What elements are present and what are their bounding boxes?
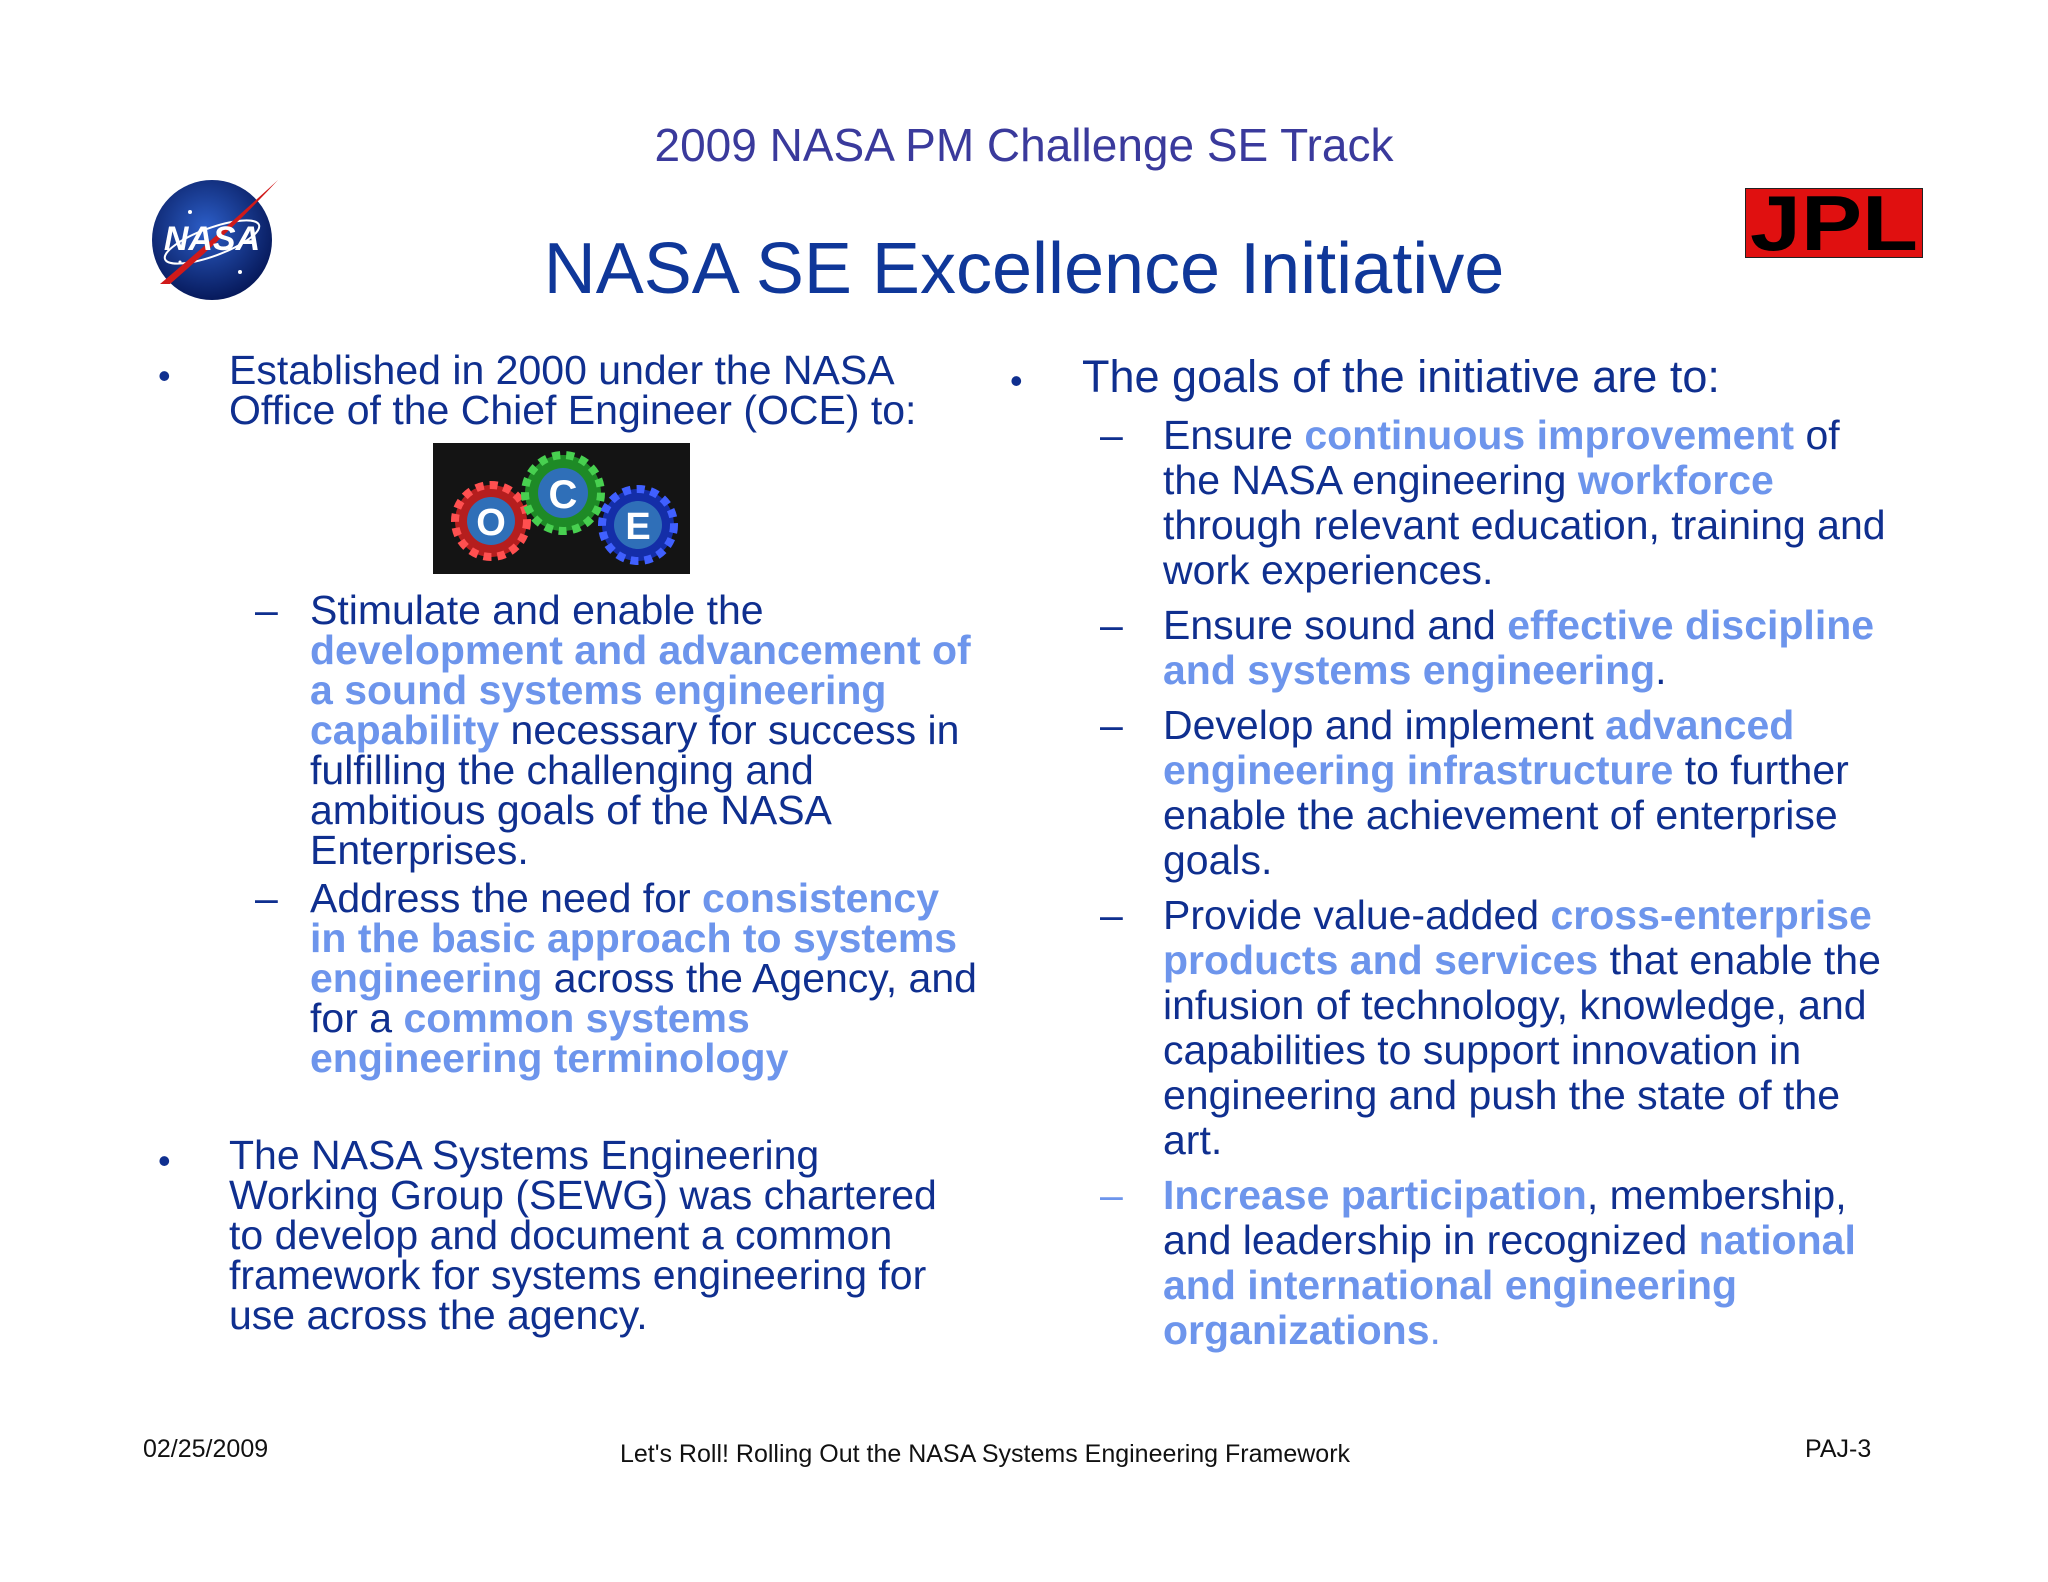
track-title: 2009 NASA PM Challenge SE Track	[654, 119, 1394, 171]
footer-date: 02/25/2009	[143, 1435, 269, 1463]
text-run: , membership, and leadership in recognized	[1163, 1172, 1847, 1263]
highlight-run: development and advancement of a sound systems engineering capability	[310, 627, 971, 753]
footer-title: Let's Roll! Rolling Out the NASA Systems Engineering Framework	[619, 1440, 1351, 1468]
jpl-logo-text: JPL	[1750, 188, 1918, 258]
left-bullet-2-text: The NASA Systems Engineering Working Group (SEWG) was chartered to develop and document a common framework for systems engineering for use across the agency.	[229, 1132, 937, 1338]
dash-marker: –	[255, 587, 278, 633]
gear-o-icon	[455, 485, 527, 557]
bullet-marker: •	[158, 1140, 171, 1181]
right-bullet-text: The goals of the initiative are to:	[1082, 351, 1720, 402]
goal-4	[1163, 893, 1898, 1163]
text-run: of the NASA engineering	[1163, 412, 1840, 503]
bullet-marker: •	[1010, 360, 1023, 401]
text-run: Stimulate and enable the	[310, 587, 764, 633]
gear-e-icon	[602, 489, 674, 561]
goal-5	[1163, 1173, 1898, 1353]
right-bullet	[1082, 351, 1942, 402]
oce-letter-e: E	[625, 506, 651, 548]
text-run: .	[1655, 647, 1667, 693]
highlight-run: consistency in the basic approach to systems engineering	[310, 875, 958, 1001]
highlight-run: advanced engineering infrastructure	[1163, 702, 1795, 793]
highlight-run: effective discipline and systems engineering	[1163, 602, 1875, 693]
bullet-marker: •	[158, 355, 171, 396]
dash-marker: –	[1100, 1172, 1123, 1218]
dash-marker: –	[1100, 892, 1123, 938]
oce-letter-o: O	[476, 502, 506, 544]
oce-logo	[433, 443, 690, 574]
goal-2	[1163, 603, 1898, 693]
text-run: necessary for success in fulfilling the challenging and ambitious goals of the NASA Enterprises.	[310, 707, 960, 873]
dash-marker: –	[1100, 412, 1123, 458]
left-bullet-1	[229, 347, 949, 433]
dash-marker: –	[1100, 602, 1123, 648]
goal-3	[1163, 703, 1898, 883]
gear-c-icon	[525, 455, 601, 531]
oce-letter-c: C	[548, 473, 578, 517]
text-run: Ensure sound and	[1163, 602, 1508, 648]
text-run: that enable the infusion of technology, knowledge, and capabilities to support innovation in engineering and push the state of the art.	[1163, 937, 1881, 1163]
dash-marker: –	[255, 875, 278, 921]
nasa-logo-text: NASA	[163, 220, 261, 258]
highlight-run: Increase participation	[1163, 1172, 1587, 1218]
text-run: Provide value-added	[1163, 892, 1551, 938]
left-bullet-1-text: Established in 2000 under the NASA Office of the Chief Engineer (OCE) to:	[229, 347, 917, 433]
highlight-run: national and international engineering organizations	[1163, 1217, 1856, 1353]
highlight-run: workforce	[1577, 457, 1774, 503]
text-run: to further enable the achievement of enterprise goals.	[1163, 747, 1849, 883]
left-sub-1	[310, 587, 985, 873]
text-run: Address the need for	[310, 875, 703, 921]
dash-marker: –	[1100, 702, 1123, 748]
footer-page: PAJ-3	[1805, 1435, 1872, 1463]
text-run: through relevant education, training and work experiences.	[1163, 502, 1886, 593]
highlight-run: cross-enterprise products and services	[1163, 892, 1872, 983]
left-sub-2	[310, 875, 985, 1081]
text-run: Ensure	[1163, 412, 1305, 458]
text-run: .	[1429, 1307, 1441, 1353]
text-run: Develop and implement	[1163, 702, 1606, 748]
text-run: across the Agency, and for a	[310, 955, 977, 1041]
left-bullet-2	[229, 1132, 974, 1338]
goal-1	[1163, 413, 1898, 593]
highlight-run: common systems engineering terminology	[310, 995, 789, 1081]
slide-title: NASA SE Excellence Initiative	[543, 229, 1505, 309]
highlight-run: continuous improvement	[1304, 412, 1795, 458]
